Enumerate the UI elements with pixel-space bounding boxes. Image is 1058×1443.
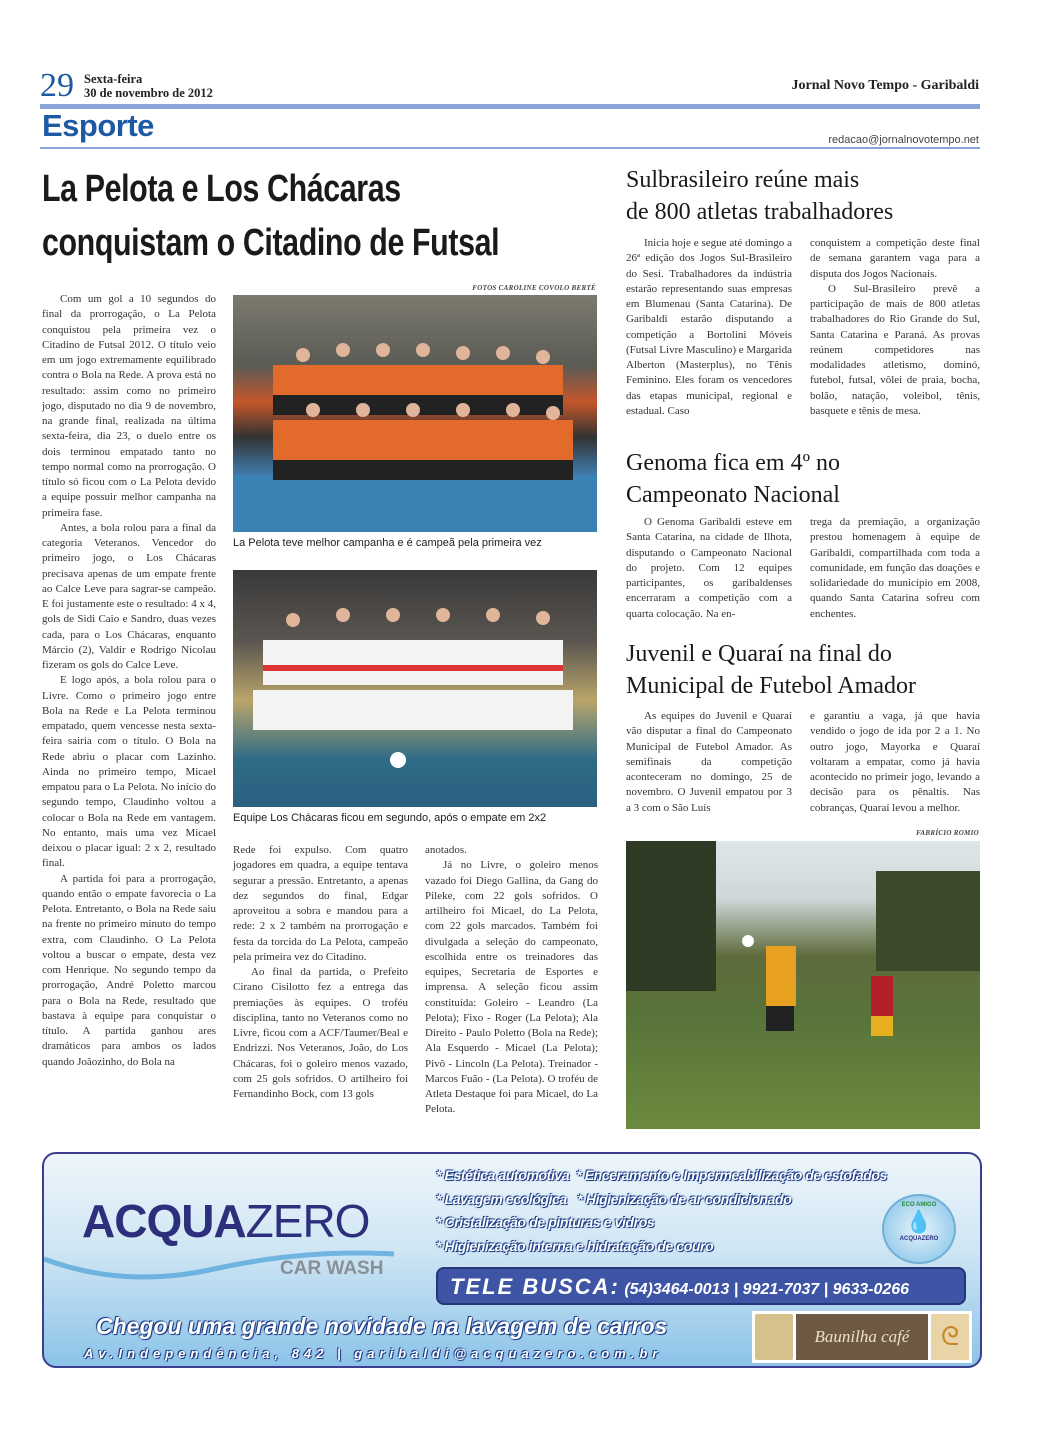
page-number: 29 <box>40 67 74 104</box>
contact-email[interactable]: redacao@jornalnovotempo.net <box>828 134 979 146</box>
genoma-column-2 <box>810 515 980 622</box>
paragraph: conquistem a competição deste final de semana garantem vaga para a disputa dos Jogos Nacionais. <box>810 237 980 280</box>
car-wash-tagline: CAR WASH <box>280 1258 384 1279</box>
paragraph: A partida foi para a prorrogação, quando então o empate favorecia o La Pelota. Entretanto, o Bola na Rede saiu na frente no primeiro minuto do tempo extra, com Claudinho. O La Pelota voltou a buscar o empate, desta vez com Henrique. No segundo tempo da prorrogação, André Poletto marcou para o Bola na Rede, resultado que bastava à equipe para conquistar o título. A partida ganhou ares dramáticos para ambos os lados quando Joãozinho, do Bola na <box>42 872 216 1068</box>
cafe-seal-icon <box>755 1314 793 1360</box>
headline-line: de 800 atletas trabalhadores <box>626 199 894 225</box>
service-item: * Higienização de ar condicionado <box>577 1190 792 1207</box>
phone-numbers[interactable]: (54)3464-0013 | 9921-7037 | 9633-0266 <box>624 1281 910 1298</box>
service-item: * Enceramento e Impermeabilização de estofados <box>576 1167 887 1183</box>
headline-line: La Pelota e Los Chácaras <box>42 168 401 210</box>
newspaper-name: Jornal Novo Tempo - Garibaldi <box>791 78 979 93</box>
juvenil-column-2 <box>810 709 980 816</box>
genoma-headline <box>626 447 840 511</box>
paragraph: Antes, a bola rolou para a final da categoria Veteranos. Vencedor do primeiro jogo, o Los Chácaras precisava apenas de um empate frente ao Calce Leve para sagrar-se campeão. E foi justamente este o resultado: 4 x 4, gols de Sidi Caio e Sandro, duas vezes cada, para o Los Chácaras, enquanto Márcio (2), Valdir e Rodrigo Nicolau fizeram os gols do Calce Leve. <box>42 521 216 671</box>
headline-line: Genoma fica em 4º no <box>626 450 841 476</box>
paragraph: As equipes do Juvenil e Quaraí vão disputar a final do Campeonato Municipal de Futebol Amador. As semifinais da competição aconteceram no domingo, 25 de novembro. O Juvenil empatou por 3 a 3 com o São Luís <box>626 710 792 814</box>
service-item: * Cristalização de pinturas e vidros <box>436 1214 655 1230</box>
section-rule <box>40 147 980 149</box>
acquazero-advertisement[interactable] <box>42 1152 982 1368</box>
paragraph: Rede foi expulso. Com quatro jogadores em quadra, a equipe tentava segurar a pressão. Entretanto, a apenas dez segundos do final, Edgar aproveitou a sobra e mandou para a rede: 2 x 2 também na prorrogação e festa da torcida do La Pelota, campeão pela primeira vez do Citadino. <box>233 844 408 963</box>
photo-credit: FABRÍCIO ROMIO <box>916 829 979 837</box>
main-article-column-2 <box>233 843 408 1102</box>
service-item: * Estética automotiva <box>436 1167 570 1183</box>
headline-line: Juvenil e Quaraí na final do <box>626 641 892 667</box>
issue-date <box>84 72 213 100</box>
paragraph: Com um gol a 10 segundos do final da prorrogação, o La Pelota conquistou pela primeira vez o Citadino de Futsal 2012. O título veio em um jogo extremamente equilibrado contra o Bola na Rede. A prova está no resultado: assim como no primeiro jogo, disputado no dia 9 de novembro, na grande final, realizada na última sexta-feira, dia 23, o duelo entre os dois terminou empatado tanto no tempo normal como na prorrogação. O título só ficou com o La Pelota devido a equipe possuir melhor campanha na primeira fase. <box>42 293 216 519</box>
juvenil-column-1 <box>626 709 792 816</box>
tele-busca-label: TELE BUSCA: <box>450 1274 620 1299</box>
ad-slogan: Chegou uma grande novidade na lavagem de carros <box>96 1313 668 1339</box>
paragraph: Já no Livre, o goleiro menos vazado foi Diego Gallina, da Gang do Pileke, com 22 gols sofridos. O artilheiro foi Micael, do La Pelota, com 22 gols marcados. Também foi divulgada a seleção do campeonato, escolhida entre os treinadores das equipes, Secretaria de Esportes e imprensa. A seleção ficou assim constituída: Goleiro - Leandro (La Pelota); Fixo - Roger (La Pelota); Ala Direito - Paulo Poletto (Bola na Rede); Ala Esquerdo - Micael (La Pelota); Pivô - Lincoln (La Pelota). Treinador - Marcos Fuão - (La Pelota). O troféu de Atleta Destaque foi para Micael, do La Pelota. <box>425 859 598 1116</box>
weekday: Sexta-feira <box>84 72 143 86</box>
photo-credit: FOTOS CAROLINE COVOLO BERTÉ <box>472 284 596 292</box>
baunilha-cafe-logo <box>752 1311 972 1363</box>
team-photo-illustration <box>233 295 597 532</box>
genoma-column-1 <box>626 515 792 622</box>
header-rule <box>40 104 980 109</box>
paragraph: E logo após, a bola rolou para o Livre. Como o primeiro jogo entre Bola na Rede e La Pelota terminou empatado, quem vencesse nesta sexta-feira sairia com o título. O Bola na Rede abriu o placar com Lazinho. Ainda no primeiro tempo, Micael empatou para o La Pelota. No início do segundo tempo, Claudinho voltou a colocar o Bola na Rede em vantagem. No entanto, mais uma vez Micael deixou o placar igual: 2 x 2, resultado final. <box>42 674 216 870</box>
photo-caption: La Pelota teve melhor campanha e é campeã pela primeira vez <box>233 537 542 549</box>
headline-line: Campeonato Nacional <box>626 482 840 508</box>
main-article-column-1 <box>42 292 216 1070</box>
paragraph: anotados. <box>425 844 467 856</box>
main-article-column-3 <box>425 843 598 1118</box>
headline-line: conquistam o Citadino de Futsal <box>42 222 500 264</box>
paragraph: e garantiu a vaga, já que havia vendido o jogo de ida por 2 a 1. No outro jogo, Mayorka e Quaraí voltaram a empatar, como já havia acontecido no primeir jogo, levando a decisão para os pênaltis. Nas cobranças, Quaraí levou a melhor. <box>810 710 980 814</box>
service-item: * Higienização interna e hidratação de couro <box>436 1237 714 1254</box>
photo-los-chacaras-team <box>233 570 597 807</box>
paragraph: trega da premiação, a organização prestou homenagem à equipe de Garibaldi, compartilhada com toda a comunidade, em função das doações e solidariedade do município em 2008, quando Santa Catarina sofreu com enchentes. <box>810 516 980 620</box>
eco-badge-text: ECO AMIGO <box>901 1202 937 1208</box>
juvenil-headline <box>626 638 916 702</box>
logo-bold: ACQUA <box>82 1195 246 1247</box>
sulbrasileiro-column-1 <box>626 236 792 419</box>
headline-line: Sulbrasileiro reúne mais <box>626 167 860 193</box>
spiral-icon: ᘓ <box>931 1314 969 1360</box>
paragraph: Inicia hoje e segue até domingo a 26ª edição dos Jogos Sul-Brasileiro do Sesi. Trabalhadores da indústria estarão representando suas empresas em Blumenau (Santa Catarina). De Garibaldi estarão disputando a competição a Bortolini Móveis (Futsal Livre Masculino) e Margarida Alberton (Masterplus), no Tênis Feminino. Eles foram os vencedores das etapas municipal, regional e estadual. Caso <box>626 237 792 417</box>
partner-name: Baunilha café <box>796 1314 928 1360</box>
services-list <box>436 1164 887 1258</box>
logo-light: ZERO <box>245 1195 370 1247</box>
headline-line: Municipal de Futebol Amador <box>626 673 916 699</box>
main-headline <box>42 162 499 270</box>
eco-badge-brand: ACQUAZERO <box>899 1236 939 1242</box>
section-title: Esporte <box>42 108 154 143</box>
service-item: * Lavagem ecológica <box>436 1190 567 1207</box>
sulbrasileiro-headline <box>626 164 893 228</box>
sulbrasileiro-column-2 <box>810 236 980 419</box>
photo-amateur-football-match <box>626 841 980 1129</box>
acquazero-logo <box>82 1194 369 1248</box>
water-drop-icon: 💧 <box>905 1209 933 1234</box>
paragraph: O Sul-Brasileiro prevê a participação de mais de 800 atletas trabalhadores do Rio Grande do Sul, Santa Catarina e Paraná. As provas reúnem competidores nas modalidades atletismo, dominó, futebol, futsal, vôlei de praia, bocha, bolão, natação, voleibol, tênis, basquete e tênis de mesa. <box>810 282 980 417</box>
team-photo-illustration <box>233 570 597 807</box>
match-photo-illustration <box>626 841 980 1129</box>
eco-amigo-badge <box>882 1194 956 1264</box>
paragraph: Ao final da partida, o Prefeito Cirano Cisilotto fez a entrega das premiações às equipes. O troféu disciplina, tanto no Veteranos como no Livre, ficou com a ACF/Taumer/Beal e Endrizzi. Nos Veteranos, João, do Los Chácaras, foi o goleiro menos vazado, com 25 gols sofridos. O artilheiro foi Fernandinho Bock, com 13 gols <box>233 966 408 1100</box>
ad-address[interactable]: Av.Independência, 842 | garibaldi@acquazero.com.br <box>84 1346 663 1361</box>
paragraph: O Genoma Garibaldi esteve em Santa Catarina, na cidade de Ilhota, disputando o Campeonato Nacional do projeto. Com 12 equipes participantes, os garibaldenses encerraram a competição com a quarta colocação. Na en- <box>626 516 792 620</box>
tele-busca-phones[interactable] <box>436 1267 966 1305</box>
photo-la-pelota-team <box>233 295 597 532</box>
date: 30 de novembro de 2012 <box>84 86 213 100</box>
photo-caption: Equipe Los Chácaras ficou em segundo, após o empate em 2x2 <box>233 812 547 824</box>
